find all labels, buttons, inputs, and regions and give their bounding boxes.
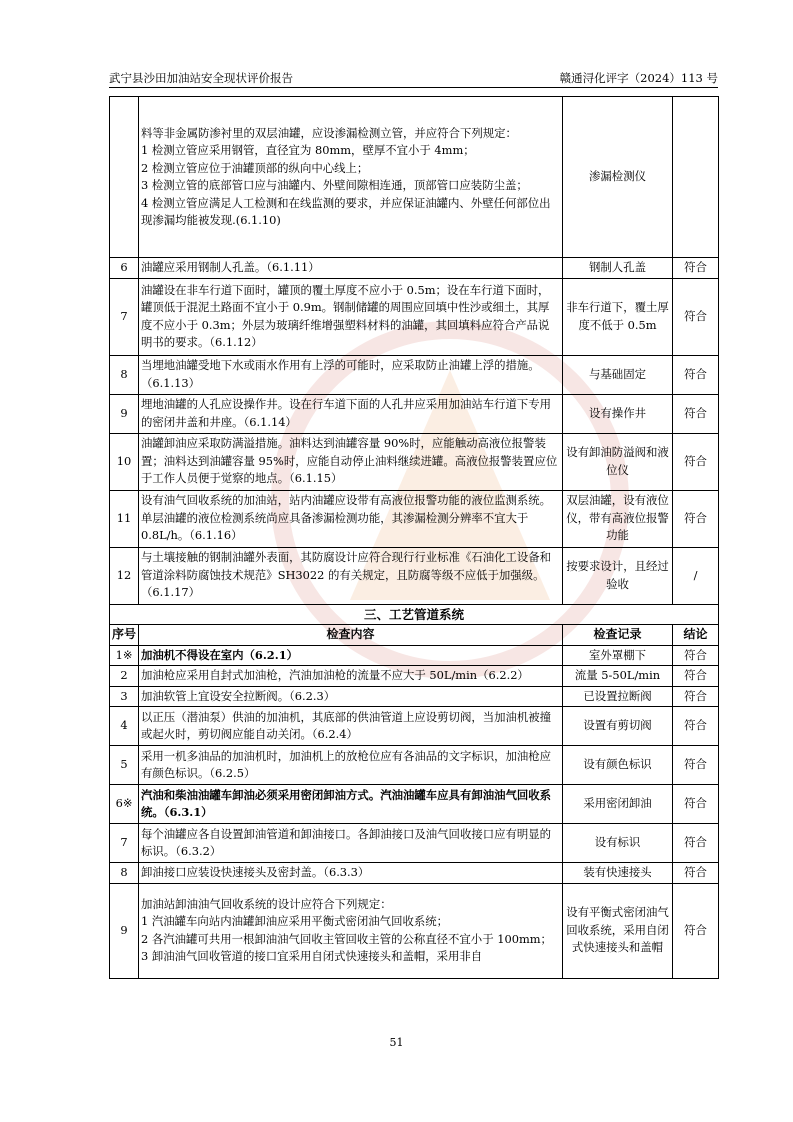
row-number: 6※ [110,785,139,824]
row-record: 室外罩棚下 [563,645,673,666]
col-header-content: 检查内容 [139,625,563,646]
row-result: 符合 [673,863,719,884]
header-divider [109,87,718,88]
row-content: 加油枪应采用自封式加油枪，汽油加油枪的流量不应大于 50L/min（6.2.2） [139,666,563,687]
table-row [110,394,719,433]
table-row [110,666,719,687]
row-result: 符合 [673,355,719,394]
row-result: 符合 [673,278,719,355]
row-result: 符合 [673,666,719,687]
row-record: 采用密闭卸油 [563,785,673,824]
row-number: 7 [110,278,139,355]
row-result: 符合 [673,490,719,547]
row-record: 与基础固定 [563,355,673,394]
table-row [110,258,719,279]
table-row [110,433,719,490]
page-header [109,70,718,86]
row-result: 符合 [673,707,719,746]
section-title: 三、工艺管道系统 [110,604,719,625]
row-record: 设有操作井 [563,394,673,433]
row-number: 9 [110,883,139,978]
row-content: 设有油气回收系统的加油站，站内油罐应设带有高液位报警功能的液位监测系统。单层油罐的液位检测系统尚应具备渗漏检测功能，其渗漏检测分辨率不宜大于 0.8L/h。（6.1.16） [139,490,563,547]
row-record: 设有标识 [563,824,673,863]
table-row [110,355,719,394]
row-content: 以正压（潜油泵）供油的加油机，其底部的供油管道上应设剪切阀，当加油机被撞或起火时，剪切阀应能自动关闭。（6.2.4） [139,707,563,746]
row-result: 符合 [673,824,719,863]
table-row [110,278,719,355]
col-header-num: 序号 [110,625,139,646]
row-record: 双层油罐，设有液位仪，带有高液位报警功能 [563,490,673,547]
row-content: 汽油和柴油油罐车卸油必须采用密闭卸油方式。汽油油罐车应具有卸油油气回收系统。（6.3.1） [139,785,563,824]
row-number: 8 [110,355,139,394]
table-row [110,490,719,547]
row-number: 6 [110,258,139,279]
row-number [110,97,139,258]
row-number: 8 [110,863,139,884]
row-record: 按要求设计，且经过验收 [563,547,673,604]
row-record: 非车行道下，覆土厚度不低于 0.5m [563,278,673,355]
row-result: 符合 [673,883,719,978]
table-row [110,686,719,707]
row-content: 油罐应采用钢制人孔盖。（6.1.11） [139,258,563,279]
table-row [110,645,719,666]
row-number: 11 [110,490,139,547]
row-record: 钢制人孔盖 [563,258,673,279]
row-number: 5 [110,746,139,785]
table-row [110,547,719,604]
row-record: 装有快速接头 [563,863,673,884]
table-row [110,883,719,978]
table-row [110,707,719,746]
row-number: 7 [110,824,139,863]
row-content: 当埋地油罐受地下水或雨水作用有上浮的可能时，应采取防止油罐上浮的措施。（6.1.13） [139,355,563,394]
header-report-title: 武宁县沙田加油站安全现状评价报告 [109,71,293,85]
row-number: 3 [110,686,139,707]
row-content: 加油站卸油油气回收系统的设计应符合下列规定： 1 汽油罐车向站内油罐卸油应采用平衡式密闭油气回收系统； 2 各汽油罐可共用一根卸油油气回收主管回收主管的公称直径不宜小于 100mm； 3 卸油油气回收管道的接口宜采用自闭式快速接头和盖帽，采用非自 [139,883,563,978]
row-number: 2 [110,666,139,687]
row-record: 设有平衡式密闭油气回收系统，采用自闭式快速接头和盖帽 [563,883,673,978]
row-content: 油罐设在非车行道下面时，罐顶的覆土厚度不应小于 0.5m；设在车行道下面时，罐顶低于混泥土路面不宜小于 0.9m。钢制储罐的周围应回填中性沙或细土，其厚度不应小于 0.3m；外层为玻璃纤维增强塑料材料的油罐，其回填料应符合产品说明书的要求。（6.1.12） [139,278,563,355]
table-row [110,785,719,824]
row-result: 符合 [673,394,719,433]
row-result: / [673,547,719,604]
row-content: 卸油接口应装设快速接头及密封盖。（6.3.3） [139,863,563,884]
row-content: 采用一机多油品的加油机时，加油机上的放枪位应有各油品的文字标识，加油枪应有颜色标识。（6.2.5） [139,746,563,785]
row-number: 9 [110,394,139,433]
col-header-result: 结论 [673,625,719,646]
row-content: 与土壤接触的钢制油罐外表面，其防腐设计应符合现行行业标准《石油化工设备和管道涂料防腐蚀技术规范》SH3022 的有关规定，且防腐等级不应低于加强级。（6.1.17） [139,547,563,604]
row-result: 符合 [673,258,719,279]
table-row [110,746,719,785]
row-record: 已设置拉断阀 [563,686,673,707]
table-row [110,824,719,863]
row-result: 符合 [673,746,719,785]
row-result: 符合 [673,686,719,707]
table-row [110,863,719,884]
row-record: 流量 5-50L/min [563,666,673,687]
row-content: 料等非金属防渗衬里的双层油罐，应设渗漏检测立管，并应符合下列规定： 1 检测立管应采用钢管，直径宜为 80mm，壁厚不宜小于 4mm； 2 检测立管应位于油罐顶部的纵向中心线上； 3 检测立管的底部管口应与油罐内、外壁间隙相连通，顶部管口应装防尘盖； 4 检测立管应满足人工检测和在线监测的要求，并应保证油罐内、外壁任何部位出现渗漏均能被发现.(6.1.10) [139,97,563,258]
page-number: 51 [389,1036,404,1049]
row-number: 12 [110,547,139,604]
row-result [673,97,719,258]
section-title-row [110,604,719,625]
row-result: 符合 [673,645,719,666]
row-number: 4 [110,707,139,746]
inspection-table [109,96,719,979]
row-record: 渗漏检测仪 [563,97,673,258]
col-header-record: 检查记录 [563,625,673,646]
table-row [110,97,719,258]
column-header-row [110,625,719,646]
row-record: 设置有剪切阀 [563,707,673,746]
row-record: 设有颜色标识 [563,746,673,785]
row-result: 符合 [673,785,719,824]
row-record: 设有卸油防溢阀和液位仪 [563,433,673,490]
row-content: 埋地油罐的人孔应设操作井。设在行车道下面的人孔井应采用加油站车行道下专用的密闭井盖和井座。（6.1.14） [139,394,563,433]
row-result: 符合 [673,433,719,490]
row-content: 油罐卸油应采取防满溢措施。油料达到油罐容量 90%时，应能触动高液位报警装置；油料达到油罐容量 95%时，应能自动停止油料继续进罐。高液位报警装置应位于工作人员便于觉察的地点。（6.1.15） [139,433,563,490]
row-content: 每个油罐应各自设置卸油管道和卸油接口。各卸油接口及油气回收接口应有明显的标识。（6.3.2） [139,824,563,863]
row-content: 加油机不得设在室内（6.2.1） [139,645,563,666]
row-content: 加油软管上宜设安全拉断阀。（6.2.3） [139,686,563,707]
row-number: 10 [110,433,139,490]
row-number: 1※ [110,645,139,666]
header-report-number: 赣通浔化评字（2024）113 号 [559,71,718,85]
